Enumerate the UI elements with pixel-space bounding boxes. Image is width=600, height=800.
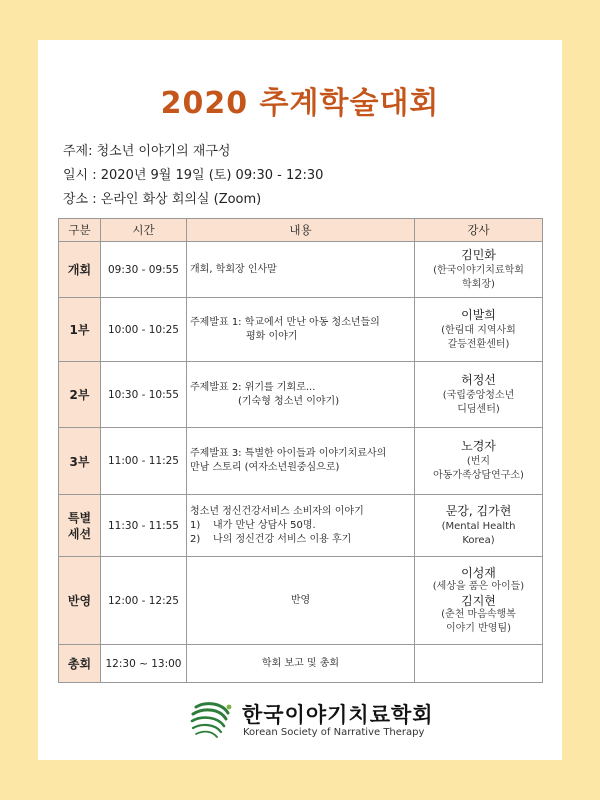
table-row bbox=[59, 557, 543, 645]
row-speaker bbox=[415, 428, 543, 495]
table-row bbox=[59, 645, 543, 683]
row-time: 11:30 - 11:55 bbox=[101, 495, 187, 557]
speaker-org: 이야기 반영팀) bbox=[445, 622, 512, 634]
speaker-org: 아동가족상담연구소) bbox=[433, 470, 524, 481]
row-content bbox=[187, 242, 415, 298]
society-logo bbox=[188, 697, 434, 745]
content-line: 만남 스토리 (여자소년원중심으로) bbox=[190, 462, 340, 473]
row-content bbox=[187, 495, 415, 557]
event-theme: 주제: 청소년 이야기의 재구성 bbox=[63, 144, 231, 159]
content-line: 청소년 정신건강서비스 소비자의 이야기 bbox=[190, 505, 364, 517]
row-part: 3부 bbox=[59, 428, 101, 495]
content-line: 평화 이야기 bbox=[246, 330, 298, 342]
row-content bbox=[187, 557, 415, 645]
content-line: 개회, 학회장 인사말 bbox=[190, 263, 277, 275]
row-time: 11:00 - 11:25 bbox=[101, 428, 187, 495]
row-speaker bbox=[415, 495, 543, 557]
row-part: 2부 bbox=[59, 362, 101, 428]
speaker-org: (국립중앙청소년 bbox=[442, 389, 515, 401]
table-header-row bbox=[59, 219, 543, 242]
row-part bbox=[59, 495, 101, 557]
speaker-name: 문강, 김가현 bbox=[445, 503, 512, 518]
speaker-name: 김민화 bbox=[461, 247, 496, 262]
speaker-org: (세상을 품은 아이들) bbox=[432, 580, 525, 592]
program-card bbox=[38, 40, 562, 760]
content-line: 주제발표 2: 위기를 기회로... bbox=[190, 381, 316, 393]
page-title: 2020 추계학술대회 bbox=[160, 86, 440, 121]
speaker-name: 노경자 bbox=[461, 439, 496, 453]
swirl-leaf-logo-icon bbox=[188, 697, 234, 743]
speaker-org: 학회장) bbox=[462, 278, 495, 290]
row-content bbox=[187, 645, 415, 683]
speaker-org: (춘천 마음속행복 bbox=[441, 608, 516, 620]
row-time: 09:30 - 09:55 bbox=[101, 242, 187, 298]
row-part: 1부 bbox=[59, 298, 101, 362]
logo-korean-name: 한국이야기치료학회 bbox=[242, 703, 434, 727]
row-part: 반영 bbox=[59, 557, 101, 645]
event-date: 일시 : 2020년 9월 19일 (토) 09:30 - 12:30 bbox=[63, 168, 324, 183]
header-part: 구분 bbox=[59, 219, 101, 242]
row-content bbox=[187, 362, 415, 428]
row-content bbox=[187, 428, 415, 495]
content-line: 학회 보고 및 총회 bbox=[261, 657, 340, 669]
speaker-name: 이발희 bbox=[461, 307, 496, 322]
speaker-org: (번지 bbox=[466, 456, 491, 467]
logo-english-name: Korean Society of Narrative Therapy bbox=[243, 727, 425, 738]
header-time: 시간 bbox=[101, 219, 187, 242]
event-info bbox=[63, 140, 323, 212]
speaker-org: (Mental Health bbox=[441, 520, 516, 532]
header-content: 내용 bbox=[187, 219, 415, 242]
header-speaker: 강사 bbox=[415, 219, 543, 242]
speaker-org: 디딤센터) bbox=[457, 403, 500, 415]
table-row bbox=[59, 428, 543, 495]
content-line: 반영 bbox=[290, 594, 311, 606]
table-row bbox=[59, 362, 543, 428]
row-time: 10:30 - 10:55 bbox=[101, 362, 187, 428]
table-row bbox=[59, 495, 543, 557]
row-part: 개회 bbox=[59, 242, 101, 298]
content-line: 2) 나의 정신건강 서비스 이용 후기 bbox=[190, 533, 352, 545]
row-time: 10:00 - 10:25 bbox=[101, 298, 187, 362]
table-row bbox=[59, 242, 543, 298]
table-row bbox=[59, 298, 543, 362]
speaker-org: (한국이야기치료학회 bbox=[433, 264, 524, 276]
speaker-org: (한림대 지역사회 bbox=[441, 324, 516, 336]
speaker-name: 김지현 bbox=[461, 593, 496, 608]
speaker-name: 이성재 bbox=[461, 565, 496, 580]
content-line: 주제발표 3: 특별한 아이들과 이야기치료사의 bbox=[190, 448, 387, 459]
row-time: 12:00 - 12:25 bbox=[101, 557, 187, 645]
row-part: 총회 bbox=[59, 645, 101, 683]
row-time: 12:30 ~ 13:00 bbox=[101, 645, 187, 683]
row-part-label: 특별세션 bbox=[67, 510, 92, 541]
speaker-org: 갈등전환센터) bbox=[447, 338, 510, 350]
row-speaker bbox=[415, 242, 543, 298]
row-content bbox=[187, 298, 415, 362]
speaker-name: 허정선 bbox=[461, 372, 496, 387]
content-line: (기숙형 청소년 이야기) bbox=[238, 395, 340, 407]
content-line: 주제발표 1: 학교에서 만난 아동 청소년들의 bbox=[190, 316, 380, 328]
row-speaker bbox=[415, 557, 543, 645]
row-speaker bbox=[415, 645, 543, 683]
row-speaker bbox=[415, 362, 543, 428]
content-line: 1) 내가 만난 상담사 50명. bbox=[190, 519, 316, 531]
schedule-table bbox=[58, 218, 543, 683]
speaker-org: Korea) bbox=[462, 534, 495, 546]
event-place: 장소 : 온라인 화상 회의실 (Zoom) bbox=[63, 192, 262, 207]
row-speaker bbox=[415, 298, 543, 362]
